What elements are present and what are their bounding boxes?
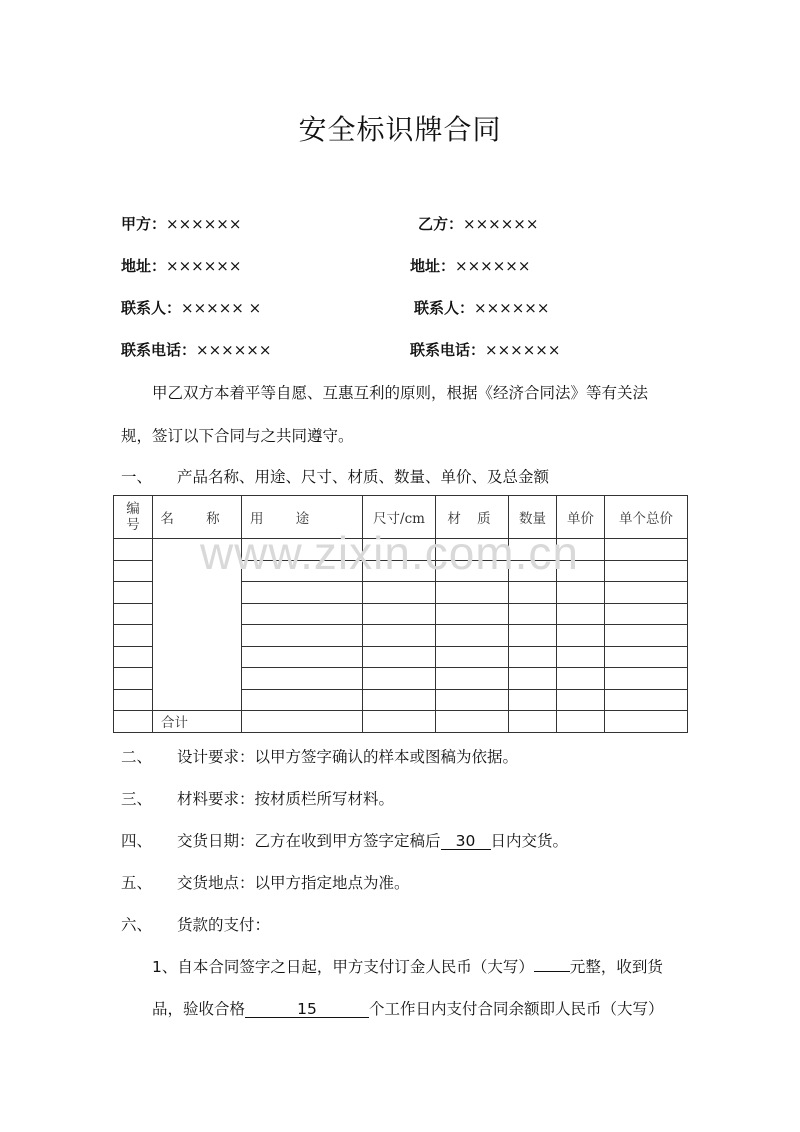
table-cell[interactable] — [605, 560, 688, 582]
name-merged-cell[interactable] — [153, 539, 242, 711]
party-a-address — [121, 255, 241, 276]
table-cell[interactable] — [242, 603, 363, 625]
table-cell[interactable] — [363, 625, 436, 647]
table-cell[interactable] — [363, 646, 436, 668]
party-b-name-label: 乙方： — [418, 215, 464, 233]
table-cell[interactable] — [114, 689, 153, 711]
party-b-contact-value: ×××××× — [474, 299, 550, 317]
table-cell[interactable] — [557, 603, 605, 625]
intro-line-2: 规，签订以下合同与之共同遵守。 — [121, 427, 354, 445]
party-a-name-label: 甲方： — [121, 215, 167, 233]
table-cell[interactable] — [557, 668, 605, 690]
col-header-number — [114, 496, 153, 539]
table-cell[interactable] — [557, 646, 605, 668]
section-2 — [121, 745, 518, 767]
table-cell[interactable] — [557, 539, 605, 561]
col-header-number-1: 编 — [126, 501, 140, 517]
table-cell[interactable] — [509, 560, 557, 582]
table-cell[interactable] — [114, 603, 153, 625]
party-a-contact — [121, 297, 261, 318]
party-a-name-value: ×××××× — [166, 215, 242, 233]
party-b-address-value: ×××××× — [455, 257, 531, 275]
delivery-days-field[interactable]: 30 — [441, 833, 491, 850]
table-cell[interactable] — [363, 539, 436, 561]
section-5 — [121, 871, 410, 893]
party-b-phone — [410, 339, 560, 360]
table-cell[interactable] — [605, 603, 688, 625]
section-3 — [121, 787, 394, 809]
party-b-phone-value: ×××××× — [485, 341, 561, 359]
payment-line-2 — [152, 997, 664, 1019]
watermark: www.zixin.com.cn — [200, 527, 579, 579]
party-b-name-value: ×××××× — [463, 215, 539, 233]
section-6 — [121, 913, 270, 935]
section-6-text: 货款的支付： — [177, 916, 271, 934]
items-table — [113, 495, 688, 733]
party-a-contact-label: 联系人： — [121, 299, 182, 317]
table-cell[interactable] — [509, 668, 557, 690]
table-cell[interactable] — [509, 689, 557, 711]
table-cell[interactable] — [605, 582, 688, 604]
table-cell[interactable] — [363, 582, 436, 604]
table-cell[interactable] — [242, 711, 363, 733]
payment-line-1 — [152, 955, 663, 977]
party-b-name — [418, 213, 538, 234]
table-cell[interactable] — [605, 625, 688, 647]
payment-line-1-after: 元整，收到货 — [569, 958, 663, 976]
document-title: 安全标识牌合同 — [298, 113, 502, 146]
table-cell[interactable] — [557, 689, 605, 711]
section-3-text: 材料要求：按材质栏所写材料。 — [177, 790, 395, 808]
section-1-text: 产品名称、用途、尺寸、材质、数量、单价、及总金额 — [177, 468, 550, 486]
party-b-contact — [414, 297, 549, 318]
section-4-number: 四、 — [121, 832, 153, 850]
table-cell[interactable] — [557, 711, 605, 733]
col-header-qty: 数量 — [509, 496, 557, 539]
table-total-row — [114, 711, 688, 733]
table-cell[interactable] — [242, 646, 363, 668]
table-cell[interactable] — [363, 603, 436, 625]
table-cell[interactable] — [436, 646, 509, 668]
table-cell[interactable] — [436, 560, 509, 582]
party-a-address-value: ×××××× — [166, 257, 242, 275]
section-4-text-after: 日内交货。 — [490, 832, 569, 850]
table-cell[interactable] — [242, 668, 363, 690]
col-header-material: 材 质 — [436, 496, 509, 539]
section-1 — [121, 465, 549, 487]
table-cell[interactable] — [436, 668, 509, 690]
table-row — [114, 539, 688, 561]
col-header-number-2: 号 — [126, 517, 140, 533]
table-cell[interactable] — [605, 711, 688, 733]
section-5-number: 五、 — [121, 874, 153, 892]
col-header-total: 单个总价 — [605, 496, 688, 539]
table-cell[interactable] — [363, 560, 436, 582]
party-a-address-label: 地址： — [121, 257, 167, 275]
table-cell[interactable] — [557, 582, 605, 604]
section-4 — [121, 829, 568, 851]
table-cell[interactable] — [605, 646, 688, 668]
section-5-text: 交货地点：以甲方指定地点为准。 — [177, 874, 410, 892]
payment-days-field[interactable]: 15 — [245, 1001, 369, 1018]
table-cell[interactable] — [242, 689, 363, 711]
table-cell[interactable] — [114, 711, 153, 733]
table-header-row — [114, 496, 688, 539]
section-6-number: 六、 — [121, 916, 153, 934]
table-cell[interactable] — [363, 689, 436, 711]
payment-line-1-before: 1、自本合同签字之日起，甲方支付订金人民币（大写） — [152, 958, 534, 976]
party-b-address — [410, 255, 530, 276]
table-cell[interactable] — [114, 582, 153, 604]
party-a-phone-label: 联系电话： — [121, 341, 197, 359]
table-cell[interactable] — [436, 689, 509, 711]
party-a-phone-value: ×××××× — [196, 341, 272, 359]
table-cell[interactable] — [436, 582, 509, 604]
table-cell[interactable] — [605, 689, 688, 711]
table-cell[interactable] — [509, 582, 557, 604]
table-cell[interactable] — [509, 539, 557, 561]
table-cell[interactable] — [363, 668, 436, 690]
party-a-phone — [121, 339, 271, 360]
table-cell[interactable] — [436, 625, 509, 647]
party-b-phone-label: 联系电话： — [410, 341, 486, 359]
intro-line-1: 甲乙双方本着平等自愿、互惠互利的原则，根据《经济合同法》等有关法 — [152, 384, 649, 402]
party-a-contact-value: ××××× × — [181, 299, 262, 317]
section-1-number: 一、 — [121, 468, 153, 486]
table-cell[interactable] — [114, 625, 153, 647]
section-2-number: 二、 — [121, 748, 153, 766]
total-label: 合计 — [153, 711, 242, 733]
table-cell[interactable] — [436, 711, 509, 733]
table-cell[interactable] — [605, 668, 688, 690]
deposit-amount-field[interactable] — [534, 971, 570, 972]
col-header-use: 用 途 — [242, 496, 363, 539]
payment-line-2-after: 个工作日内支付合同余额即人民币（大写） — [369, 1000, 664, 1018]
payment-line-2-before: 品，验收合格 — [152, 1000, 246, 1018]
table-cell[interactable] — [509, 711, 557, 733]
table-cell[interactable] — [436, 539, 509, 561]
party-b-address-label: 地址： — [410, 257, 456, 275]
section-3-number: 三、 — [121, 790, 153, 808]
party-b-contact-label: 联系人： — [414, 299, 475, 317]
col-header-size: 尺寸/cm — [363, 496, 436, 539]
table-cell[interactable] — [605, 539, 688, 561]
table-cell[interactable] — [363, 711, 436, 733]
table-cell[interactable] — [509, 646, 557, 668]
table-cell[interactable] — [114, 560, 153, 582]
table-cell[interactable] — [557, 560, 605, 582]
table-cell[interactable] — [509, 625, 557, 647]
col-header-price: 单价 — [557, 496, 605, 539]
table-cell[interactable] — [242, 560, 363, 582]
table-cell[interactable] — [557, 625, 605, 647]
section-4-text-before: 交货日期：乙方在收到甲方签字定稿后 — [177, 832, 441, 850]
table-cell[interactable] — [436, 603, 509, 625]
table-cell[interactable] — [114, 646, 153, 668]
table-cell[interactable] — [242, 625, 363, 647]
table-cell[interactable] — [242, 539, 363, 561]
table-cell[interactable] — [509, 603, 557, 625]
table-cell[interactable] — [242, 582, 363, 604]
party-a-name — [121, 213, 241, 234]
table-cell[interactable] — [114, 668, 153, 690]
table-cell[interactable] — [114, 539, 153, 561]
section-2-text: 设计要求：以甲方签字确认的样本或图稿为依据。 — [177, 748, 519, 766]
col-header-name: 名 称 — [153, 496, 242, 539]
